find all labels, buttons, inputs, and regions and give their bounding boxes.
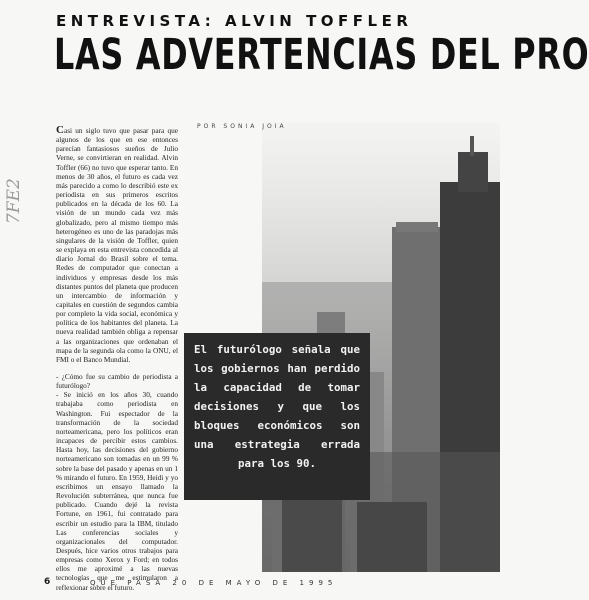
article-headline: LAS ADVERTENCIAS DEL PRO — [54, 30, 589, 80]
intro-text: asi un siglo tuvo que pasar para que algunos de los que en ese entonces parecían fantasiosos sueños de Julio Verne, se convirtieran en realidad. Alvin Toffler (66) no tuvo que esperar tanto. En menos de 30 años, el futuro es cada vez más parecido a como lo describió este ex periodista en sus primeros escritos publicados en la década de los 60. La visión de un mundo cada vez más globalizado, pero al mismo tiempo más heterogéneo es uno de las paradojas más singulares de la visión de Toffler, quien se explaya en esta entrevista concedida al diario Jornal do Brasil sobre el tema. Redes de computador que conectan a individuos y empresas desde los más distantes puntos del planeta que producen un intercambio de información y capitales en cuestión de segundos cambia por completo la vida social, económica y política de los habitantes del planeta. La nueva realidad también obliga a repensar a las organizaciones que ordenaban el mapa de la segunda ola como la ONU, el FMI o el Banco Mundial. — [56, 126, 178, 364]
body-column-intro — [56, 126, 178, 364]
page-number: 6 — [44, 577, 51, 587]
byline: POR SONIA JOIA — [197, 123, 287, 130]
drop-cap: C — [56, 124, 64, 136]
page-footer — [0, 577, 500, 591]
body-column-qa — [56, 372, 178, 592]
footer-masthead: QUE PASA 20 DE MAYO DE 1995 — [90, 579, 338, 587]
answer-1: - Se inició en los años 30, cuando trabajaba como periodista en Washington. Fui espectador de la transformación de la sociedad norteamericana, pero los políticos eran incapaces de percibir estos cambios. Hasta hoy, las decisiones del gobierno norteamericano son tomadas en un 99 % sobre la base del pasado y apenas en un 1 % mirando el futuro. En 1959, Heidi y yo escribimos un ensayo llamado la Revolución subterránea, que nunca fue publicado. Cuando dejé la revista Fortune, en 1961, fui contratado para escribir un estudio para la IBM, titulado Las conferencias sociales y organizacionales del computador. Después, hice varios otros trabajos para empresas como Xerox y Ford; en todos ellos me aproximé a las nuevas tecnologías que me estimularon a reflexionar sobre el futuro. — [56, 390, 178, 592]
article-kicker: ENTREVISTA: ALVIN TOFFLER — [56, 12, 413, 30]
pull-quote: El futurólogo señala que los gobiernos han perdido la capacidad de tomar decisiones y que los bloques económicos son una estrategia errada para los 90. — [184, 333, 370, 500]
margin-annotation: 7FE2 — [4, 178, 24, 224]
intro-paragraph — [56, 126, 178, 364]
question-1: - ¿Cómo fue su cambio de periodista a futurólogo? — [56, 372, 178, 391]
